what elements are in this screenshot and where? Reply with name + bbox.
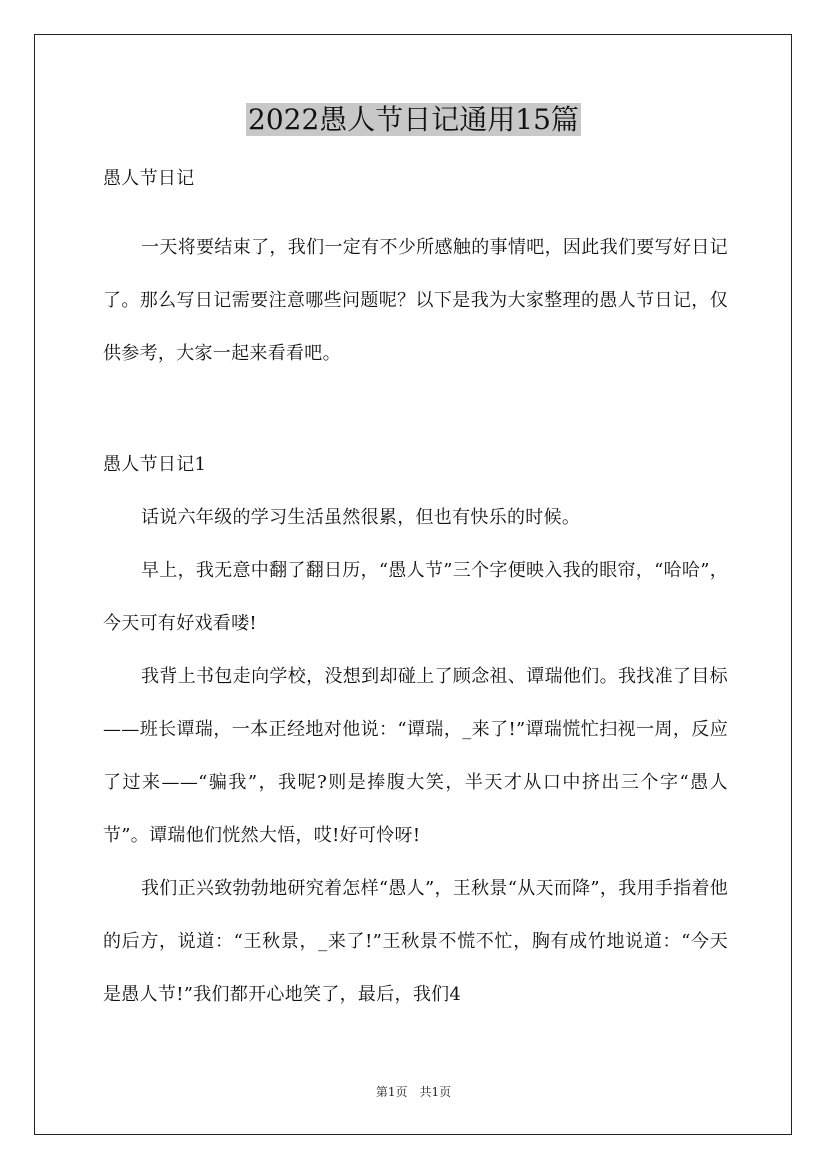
document-title-text: 2022愚人节日记通用15篇 bbox=[248, 103, 579, 136]
section-heading-block bbox=[103, 450, 728, 480]
intro-heading: 愚人节日记 bbox=[103, 168, 195, 189]
section-heading: 愚人节日记1 bbox=[103, 454, 207, 475]
body-text bbox=[103, 491, 728, 1021]
body-paragraph: 我们正兴致勃勃地研究着怎样“愚人”，王秋景“从天而降”，我用手指着他的后方，说道：“王秋景，_来了!”王秋景不慌不忙，胸有成竹地说道：“今天是愚人节!”我们都开心地笑了，最后，我们4 bbox=[103, 878, 729, 1005]
intro-heading-block bbox=[103, 164, 728, 194]
intro-paragraph: 一天将要结束了，我们一定有不少所感触的事情吧，因此我们要写好日记了。那么写日记需要注意哪些问题呢？以下是我为大家整理的愚人节日记，仅供参考，大家一起来看看吧。 bbox=[103, 237, 728, 364]
body-paragraph: 早上，我无意中翻了翻日历，“愚人节”三个字便映入我的眼帘，“哈哈”，今天可有好戏看喽! bbox=[103, 560, 729, 634]
body-paragraph: 话说六年级的学习生活虽然很累，但也有快乐的时候。 bbox=[141, 507, 581, 528]
document-title bbox=[0, 98, 827, 142]
intro-block bbox=[103, 221, 728, 380]
page-number-footer: 第1页 共1页 bbox=[375, 1085, 452, 1099]
body-paragraph: 我背上书包走向学校，没想到却碰上了顾念祖、谭瑞他们。我找准了目标——班长谭瑞，一本正经地对他说：“谭瑞，_来了!”谭瑞慌忙扫视一周，反应了过来——“骗我”，我呢?则是捧腹大笑，半天才从口中挤出三个字“愚人节”。谭瑞他们恍然大悟，哎!好可怜呀! bbox=[103, 666, 728, 846]
